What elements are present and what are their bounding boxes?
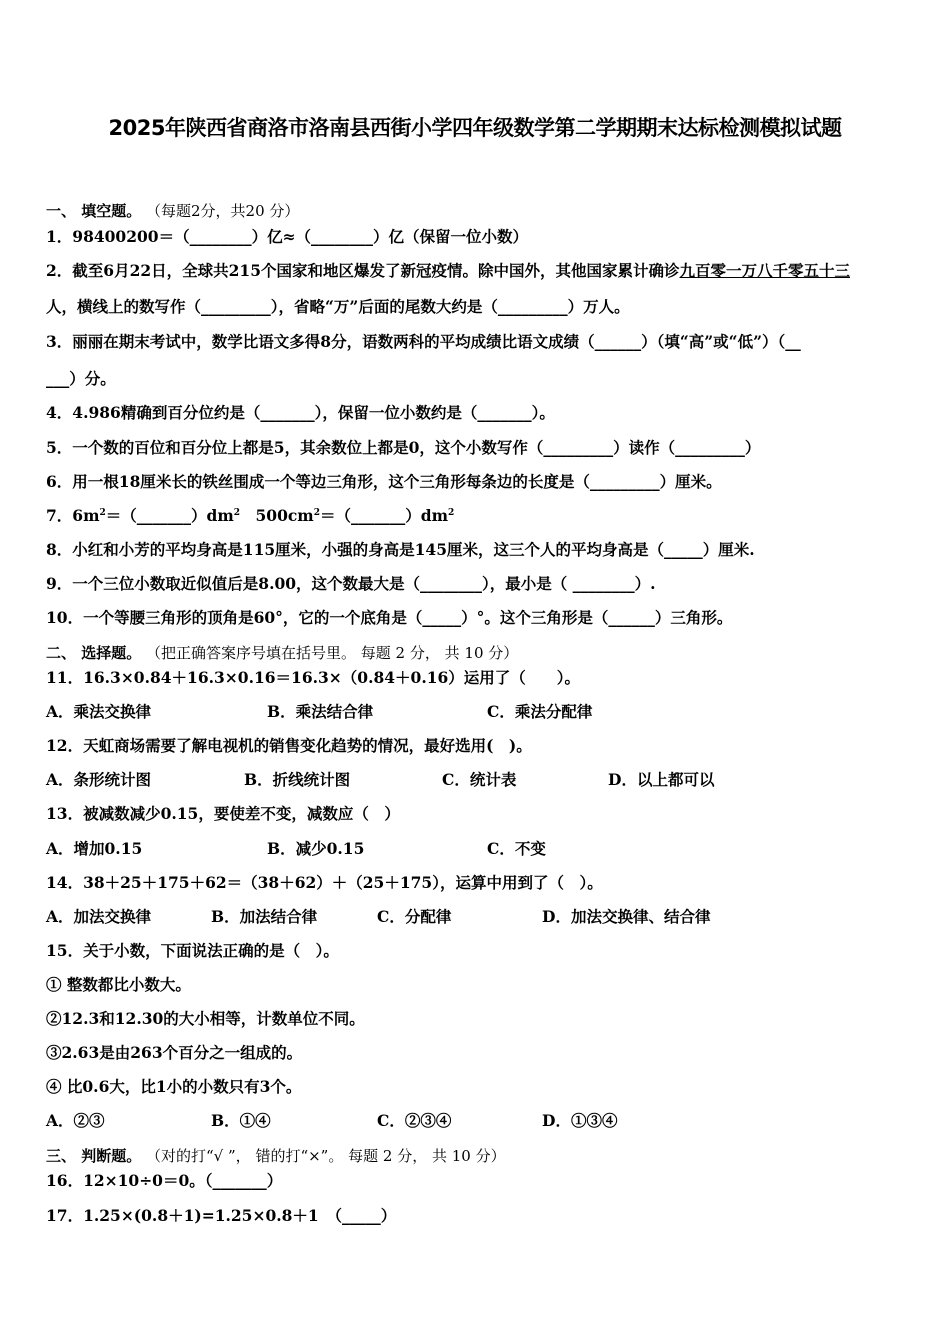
question-5: 5．一个数的百位和百分位上都是5，其余数位上都是0，这个小数写作（_________）读作（_________） [46,438,761,457]
section-title: 一、 填空题。 [46,202,142,220]
option: C．分配律 [377,907,452,926]
option: C．统计表 [442,770,517,789]
question-12: 12．天虹商场需要了解电视机的销售变化趋势的情况，最好选用( )。 [46,736,532,755]
option: B．折线统计图 [244,770,351,789]
question-7-part-c: 500cm [240,506,314,525]
superscript: 2 [99,508,106,518]
statement: ① 整数都比小数大。 [46,975,191,994]
question-16: 16．12×10÷0＝0。（_______） [46,1171,283,1190]
question-13: 13．被减数减少0.15，要使差不变，减数应（ ） [46,804,400,823]
statement: ④ 比0.6大，比1小的小数只有3个。 [46,1077,302,1096]
question-17: 17．1.25×(0.8＋1)=1.25×0.8＋1 （_____） [46,1206,397,1225]
statement: ③2.63是由263个百分之一组成的。 [46,1043,303,1062]
question-7-part-b: ＝（_______）dm [105,506,234,525]
option: B．乘法结合律 [267,702,374,721]
question-7 [46,506,454,526]
option: B．①④ [211,1111,271,1130]
question-6: 6．用一根18厘米长的铁丝围成一个等边三角形，这个三角形每条边的长度是（_________）厘米。 [46,472,722,491]
page-title: 2025年陕西省商洛市洛南县西街小学四年级数学第二学期期末达标检测模拟试题 [108,116,842,140]
section-title: 三、 判断题。 [46,1147,142,1165]
question-4: 4．4.986精确到百分位约是（_______），保留一位小数约是（_______）。 [46,403,555,422]
section-note: （把正确答案序号填在括号里。 每题 2 分， 共 10 分） [146,644,519,662]
question-10: 10．一个等腰三角形的顶角是60°，它的一个底角是（_____）°。这个三角形是（______）三角形。 [46,608,733,627]
section-title: 二、 选择题。 [46,644,142,662]
statement: ②12.3和12.30的大小相等，计数单位不同。 [46,1009,365,1028]
option: C．乘法分配律 [487,702,593,721]
question-9: 9．一个三位小数取近似值后是8.00，这个数最大是（________），最小是（ ________）. [46,574,656,593]
option: C．不变 [487,839,546,858]
question-14: 14．38＋25＋175＋62＝（38＋62）＋（25＋175），运算中用到了（ ）。 [46,873,603,892]
question-7-part-d: ＝（_______）dm [319,506,448,525]
option: A．乘法交换律 [46,702,152,721]
option: A．条形统计图 [46,770,152,789]
section-heading-choice [46,643,518,663]
question-3: 3．丽丽在期末考试中，数学比语文多得8分，语数两科的平均成绩比语文成绩（______）（填“高”或“低”）（__ [46,332,801,351]
superscript: 2 [233,508,241,518]
option: D．以上都可以 [608,770,715,789]
option: B．加法结合律 [211,907,318,926]
section-note: （每题2分，共20 分） [146,202,300,220]
option: C．②③④ [377,1111,452,1130]
question-15: 15．关于小数，下面说法正确的是（ ）。 [46,941,339,960]
option: B．减少0.15 [267,839,365,858]
question-8: 8．小红和小芳的平均身高是115厘米，小强的身高是145厘米，这三个人的平均身高是（_____）厘米. [46,540,755,559]
option: D．加法交换律、结合律 [542,907,711,926]
question-11: 11．16.3×0.84＋16.3×0.16＝16.3×（0.84＋0.16）运用了（ ）。 [46,668,581,687]
question-2 [46,261,850,281]
question-2-line2: 人，横线上的数写作（_________），省略“万”后面的尾数大约是（_________）万人。 [46,297,630,316]
section-heading-true-false [46,1146,506,1166]
option: A．加法交换律 [46,907,152,926]
question-1: 1．98400200＝（________）亿≈（________）亿（保留一位小数） [46,227,529,246]
question-7-part-a: 7．6m [46,506,100,525]
option: A．②③ [46,1111,105,1130]
section-heading-fill-blank [46,201,299,221]
option: D．①③④ [542,1111,618,1130]
superscript: 2 [313,508,320,518]
question-2-text: 2．截至6月22日，全球共215个国家和地区爆发了新冠疫情。除中国外，其他国家累计确诊 [46,261,680,280]
option: A．增加0.15 [46,839,143,858]
superscript: 2 [447,508,455,518]
question-3-line2: ___）分。 [46,369,116,388]
question-2-underlined-number: 九百零一万八千零五十三 [679,261,851,280]
section-note: （对的打“√ ”， 错的打“×”。 每题 2 分， 共 10 分） [146,1147,506,1165]
